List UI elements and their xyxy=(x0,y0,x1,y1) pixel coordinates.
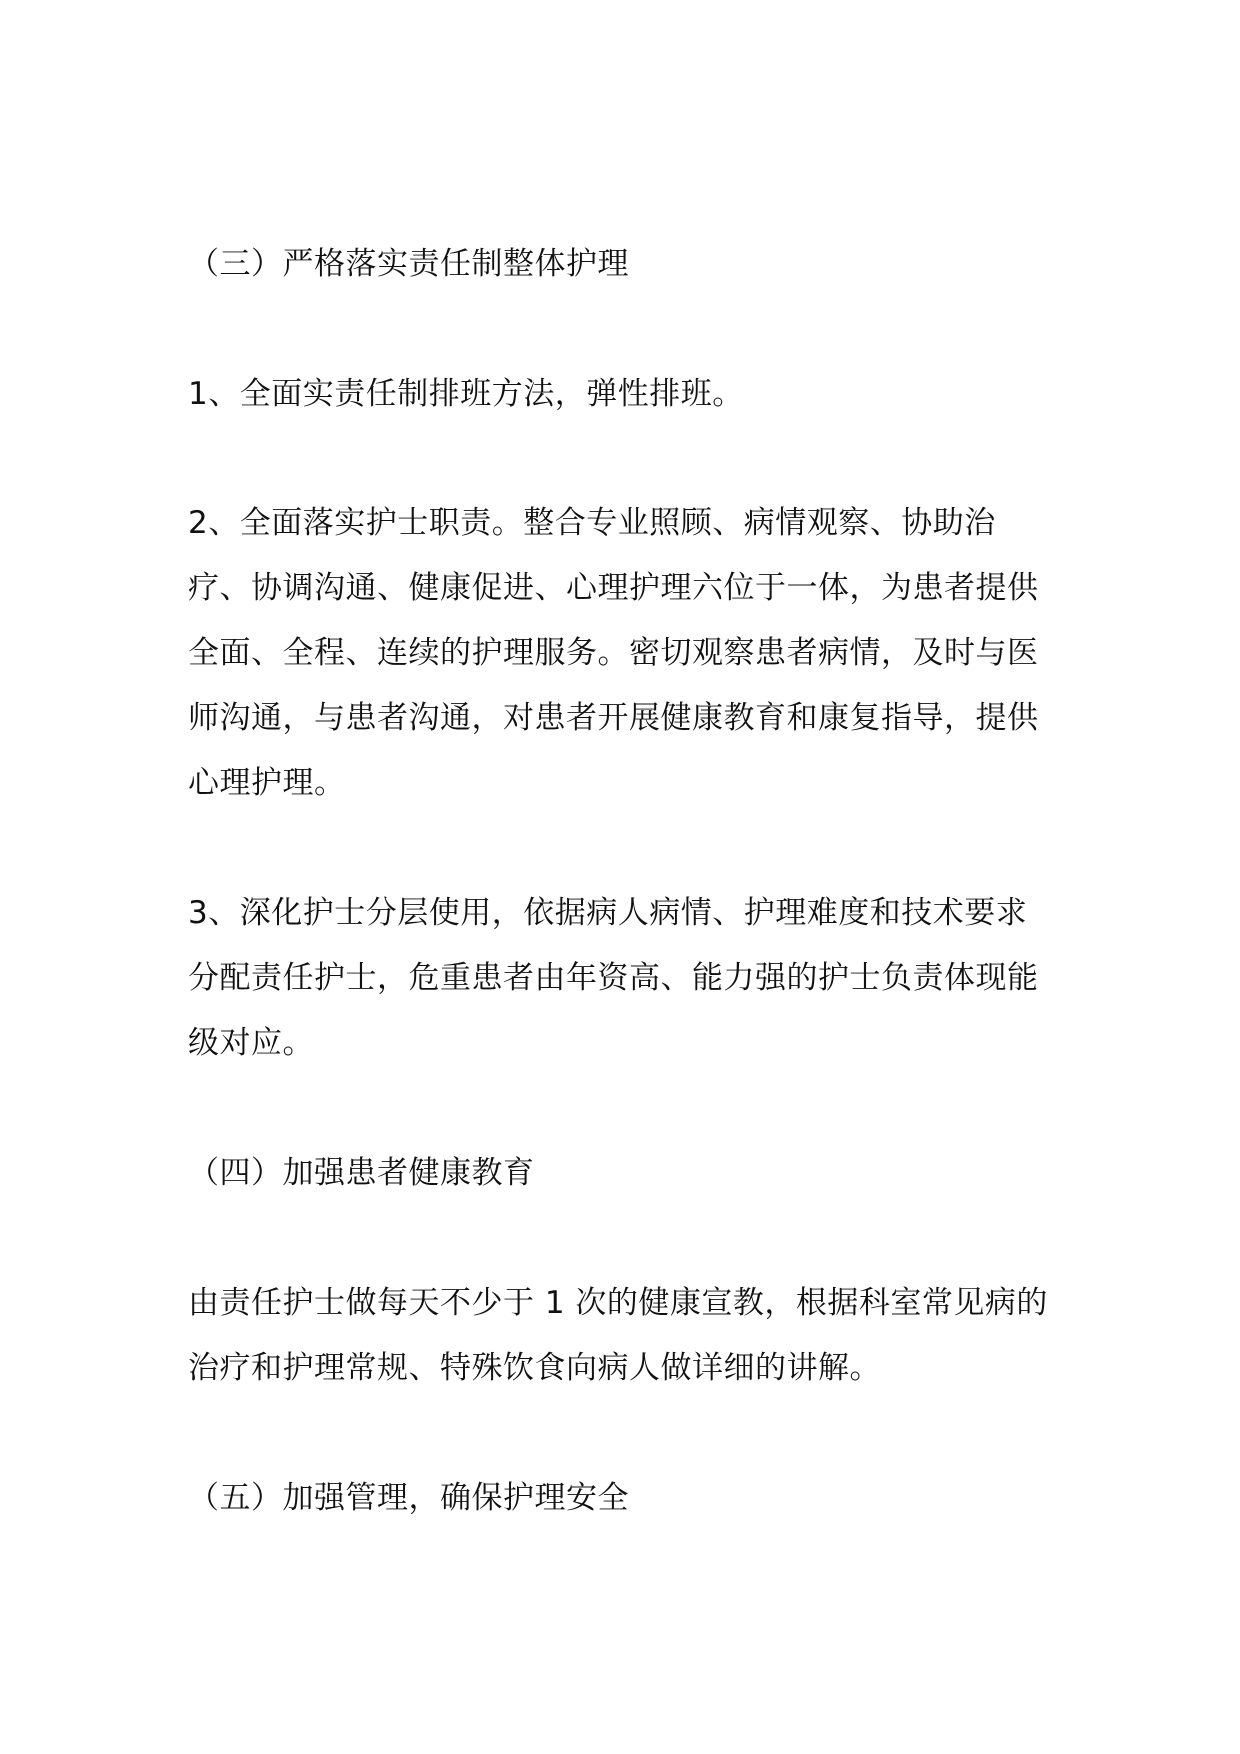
list-item-3: 3、深化护士分层使用，依据病人病情、护理难度和技术要求分配责任护士，危重患者由年资高、能力强的护士负责体现能级对应。 xyxy=(188,895,1039,1061)
section-heading-4: （四）加强患者健康教育 xyxy=(188,1155,535,1191)
list-item-1: 1、全面实责任制排班方法，弹性排班。 xyxy=(188,376,744,412)
section-heading-3: （三）严格落实责任制整体护理 xyxy=(188,246,629,282)
list-item-2: 2、全面落实护士职责。整合专业照顾、病情观察、协助治疗、协调沟通、健康促进、心理护理六位于一体，为患者提供全面、全程、连续的护理服务。密切观察患者病情，及时与医师沟通，与患者沟通，对患者开展健康教育和康复指导，提供心理护理。 xyxy=(188,505,1039,801)
section-heading-5: （五）加强管理，确保护理安全 xyxy=(188,1480,629,1516)
paragraph-health-education: 由责任护士做每天不少于 1 次的健康宣教，根据科室常见病的治疗和护理常规、特殊饮食向病人做详细的讲解。 xyxy=(188,1285,1048,1386)
